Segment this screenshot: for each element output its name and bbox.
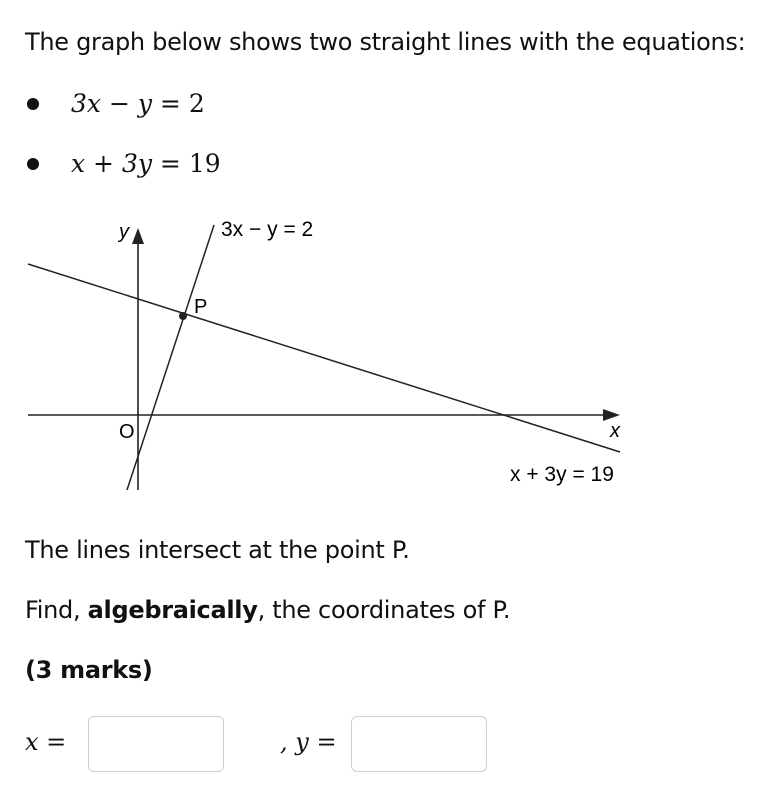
bullet-icon <box>27 98 39 110</box>
equation-1-lhs: 3x − y <box>71 89 152 118</box>
x-answer-label: x = <box>25 728 67 756</box>
y-axis-label: y <box>119 221 129 243</box>
line-2-label: x + 3y = 19 <box>510 463 614 486</box>
origin-label: O <box>119 421 135 443</box>
graph-figure <box>20 210 630 500</box>
point-p-label: P <box>194 296 208 318</box>
x-axis-label: x <box>610 420 620 442</box>
equation-2-rhs: 19 <box>188 149 221 178</box>
x-answer-input[interactable] <box>88 716 224 772</box>
y-answer-input[interactable] <box>351 716 487 772</box>
point-p-marker <box>179 312 187 320</box>
marks-label: (3 marks) <box>25 656 153 684</box>
y-axis-arrow-icon <box>132 228 144 244</box>
bullet-icon <box>27 158 39 170</box>
equation-2-lhs: x + 3y <box>71 149 152 178</box>
find-suffix: , the coordinates of P. <box>257 596 511 624</box>
find-instruction <box>25 596 510 624</box>
intersect-text: The lines intersect at the point P. <box>25 536 410 564</box>
question-intro: The graph below shows two straight lines with the equations: <box>25 28 746 56</box>
y-answer-label: , y = <box>280 728 337 756</box>
equation-1: 3x − y = 2 <box>71 89 205 118</box>
find-emphasis: algebraically <box>87 596 258 624</box>
line-3x-minus-y <box>127 225 214 490</box>
line-1-label: 3x − y = 2 <box>221 218 314 241</box>
equation-2: x + 3y = 19 <box>71 149 221 178</box>
find-prefix: Find, <box>25 596 88 624</box>
equation-1-rhs: 2 <box>188 89 205 118</box>
line-x-plus-3y <box>28 264 620 452</box>
